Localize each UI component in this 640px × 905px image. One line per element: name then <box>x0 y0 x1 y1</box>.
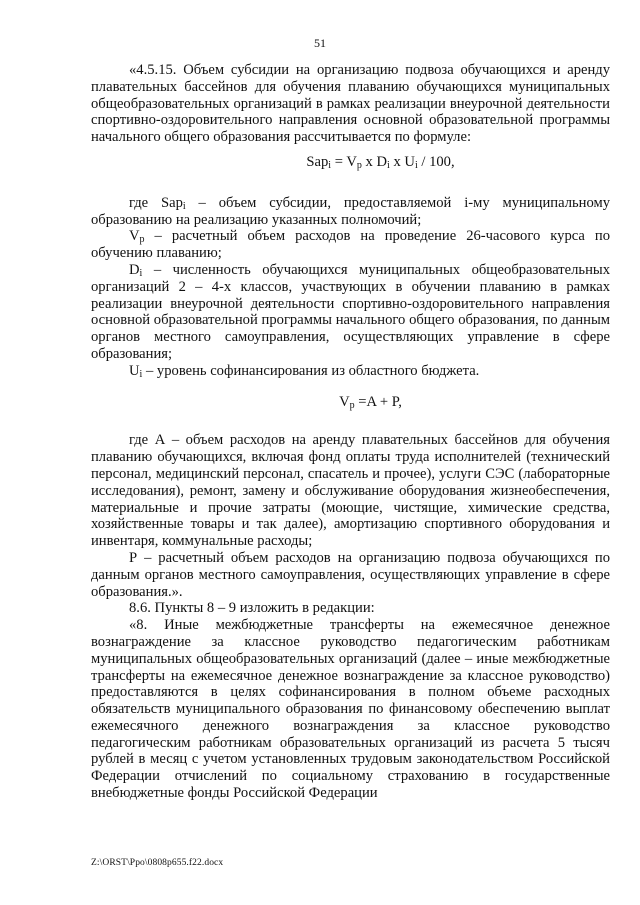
paragraph-item-8: «8. Иные межбюджетные трансферты на ежемесячное денежное вознаграждение за классное руководство педагогическим работникам муниципальных общеобразовательных организаций (далее – иные межбюджетные трансферты на ежемесячное денежное вознаграждение за классное руководство) предоставляются в целях софинансирования в полном объеме расходных обязательств муниципального образования по финансовому обеспечению выплат ежемесячного денежного вознаграждения за классное руководство педагогическим работникам образовательных организаций из расчета 5 тысяч рублей в месяц с учетом установленных трудовым законодательством Российской Федерации отчислений по социальному страхованию в государственные внебюджетные фонды Российской Федерации <box>91 617 610 802</box>
definition-p: Р – расчетный объем расходов на организацию подвоза обучающихся по данным органов местного самоуправления, осуществляющих управление в сфере образования.». <box>91 549 610 600</box>
definition-vp: $V_p$ – расчетный объем расходов на проведение 26-часового курса по обучению плаванию; <box>91 228 610 262</box>
definition-a: где А – объем расходов на аренду плавательных бассейнов для обучения плаванию обучающихся, включая фонд оплаты труда исполнителей (технический персонал, медицинский персонал, спасатель и прочее), услуги СЭС (лабораторные исследования), ремонт, замену и обслуживание оборудования жизнеобеспечения, материальные и прочие затраты (моющие, чистящие, химические средства, хозяйственные товары и так далее), амортизацию спортивного оборудования и инвентаря, коммунальные расходы; <box>91 432 610 550</box>
definition-sap: где Sap$_i$ – объем субсидии, предоставляемой i-му муниципальному образованию на реализацию указанных полномочий; <box>91 194 610 228</box>
page-number: 51 <box>314 36 326 50</box>
definition-di: $D_i$ – численность обучающихся муниципальных общеобразовательных организаций 2 – 4-х классов, участвующих в обучении плаванию в рамках реализации внеурочной деятельности спортивно-оздоровительного направления основной образовательной программы начального общего образования, по данным органов местного самоуправления, осуществляющих управление в сфере образования; <box>91 261 610 362</box>
paragraph-4-5-15-intro: «4.5.15. Объем субсидии на организацию подвоза обучающихся и аренду плавательных бассейнов для обучения плаванию обучающихся муниципальных общеобразовательных организаций в рамках реализации внеурочной деятельности спортивно-оздоровительного направления основной образовательной программы начального общего образования рассчитывается по формуле: <box>91 62 610 146</box>
definition-ui: $U_i$ – уровень софинансирования из областного бюджета. <box>129 362 480 380</box>
footer-file-path: Z:\ORST\Ppo\0808p655.f22.docx <box>91 858 224 868</box>
formula-sap: $Sap_i = V_p$ x $D_i$ x $U_i / 100$, <box>306 153 455 171</box>
formula-vp: $V_p =A + P$, <box>339 393 402 411</box>
heading-8-6: 8.6. Пункты 8 – 9 изложить в редакции: <box>129 600 375 617</box>
document-body <box>91 62 610 802</box>
